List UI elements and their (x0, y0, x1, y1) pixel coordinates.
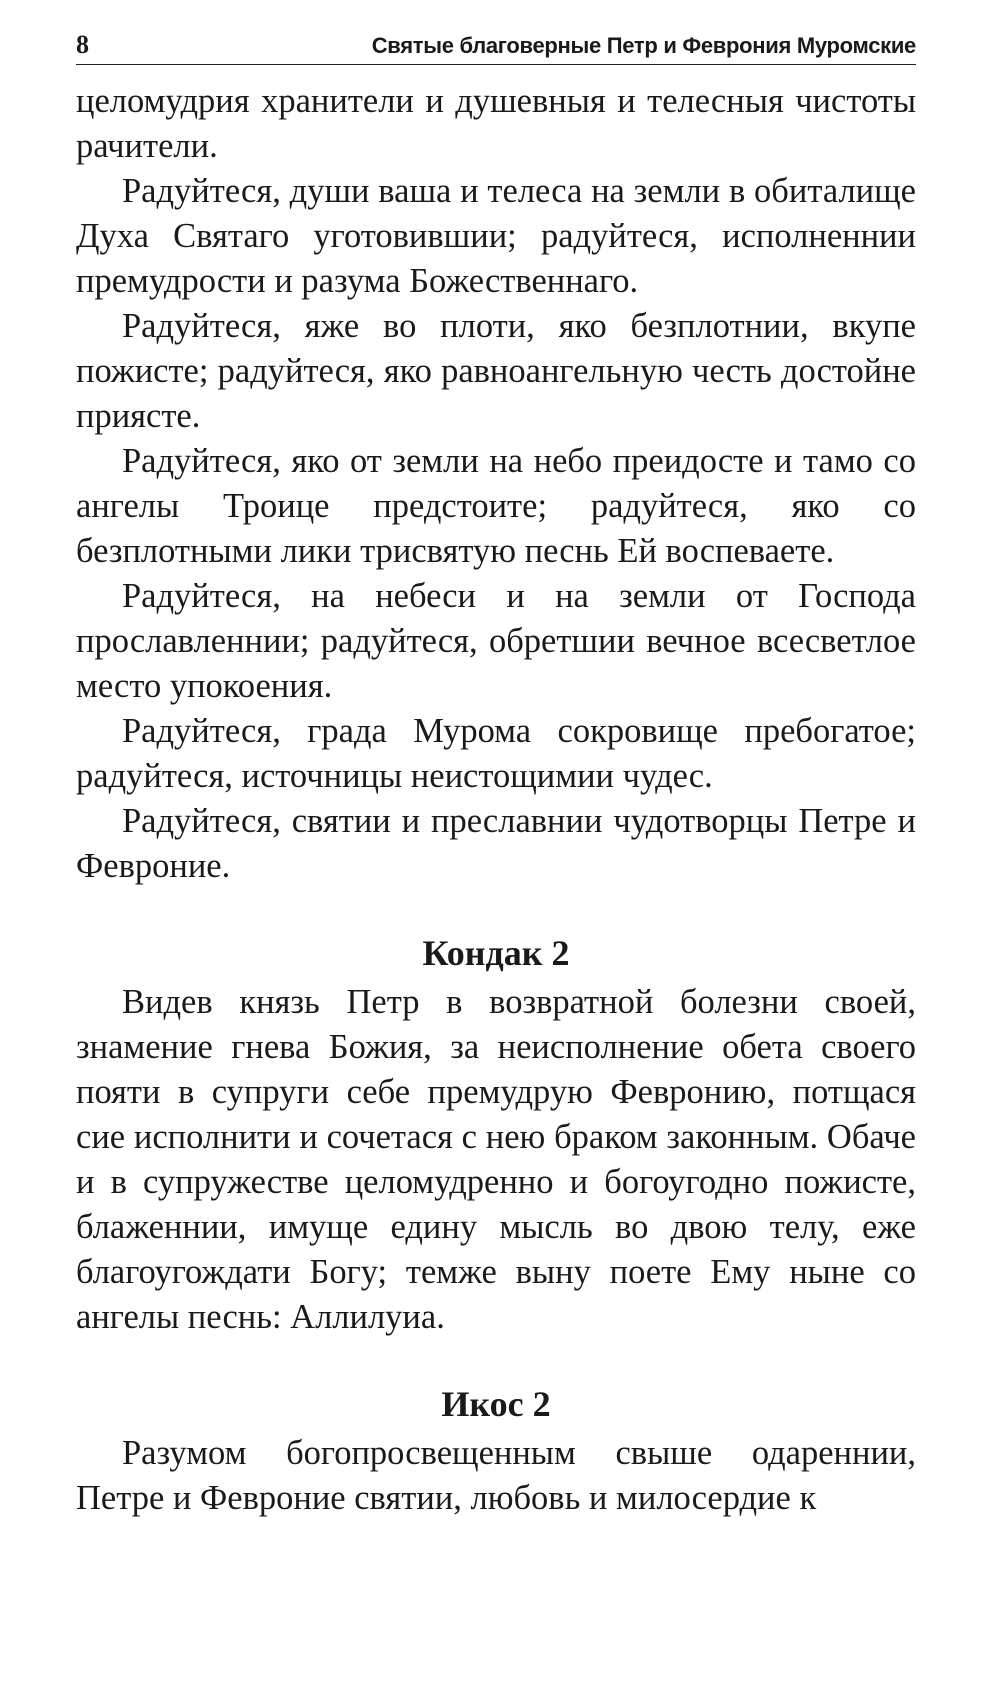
kondak-heading: Кондак 2 (422, 933, 570, 973)
ikos-text: Разумом богопросвещенным свыше одареннии, Петре и Февроние святии, любовь и милосердие к (76, 1434, 916, 1517)
paragraph: Радуйтеся, града Мурома сокровище пребогатое; радуйтеся, источницы неистощимии чудес. (76, 712, 916, 795)
paragraph: Радуйтеся, святии и преславнии чудотворцы Петре и Февроние. (76, 802, 916, 885)
paragraph: Радуйтеся, на небеси и на земли от Господа прославленнии; радуйтеся, обретшии вечное всесветлое место упокоения. (76, 577, 916, 705)
paragraph: Радуйтеся, яко от земли на небо преидосте и тамо со ангелы Троице предстоите; радуйтеся, яко со безплотными лики трисвятую песнь Ей воспеваете. (76, 442, 916, 570)
paragraph: Радуйтеся, яже во плоти, яко безплотнии, вкупе пожисте; радуйтеся, яко равноангельную честь достойне приясте. (76, 307, 916, 435)
ikos-heading: Икос 2 (441, 1384, 551, 1424)
kondak-text: Видев князь Петр в возвратной болезни своей, знамение гнева Божия, за неисполнение обета своего пояти в супруги себе премудрую Февронию, потщася сие исполнити и сочетася с нею браком законным. Обаче и в супружестве целомудренно и богоугодно пожисте, блаженнии, имуще едину мысль во двою телу, еже благоугождати Богу; темже выну поете Ему ныне со ангелы песнь: Аллилуиа. (76, 983, 916, 1336)
running-head (76, 30, 916, 65)
paragraph-continued: целомудрия хранители и душевныя и телесныя чистоты рачители. (76, 82, 916, 165)
book-page (76, 30, 916, 1521)
page-number: 8 (76, 30, 89, 59)
running-title: Святые благоверные Петр и Феврония Муромские (371, 33, 916, 58)
body-text (76, 79, 916, 1521)
paragraph: Радуйтеся, души ваша и телеса на земли в обиталище Духа Святаго уготовившии; радуйтеся, исполненнии премудрости и разума Божественнаго. (76, 172, 916, 300)
